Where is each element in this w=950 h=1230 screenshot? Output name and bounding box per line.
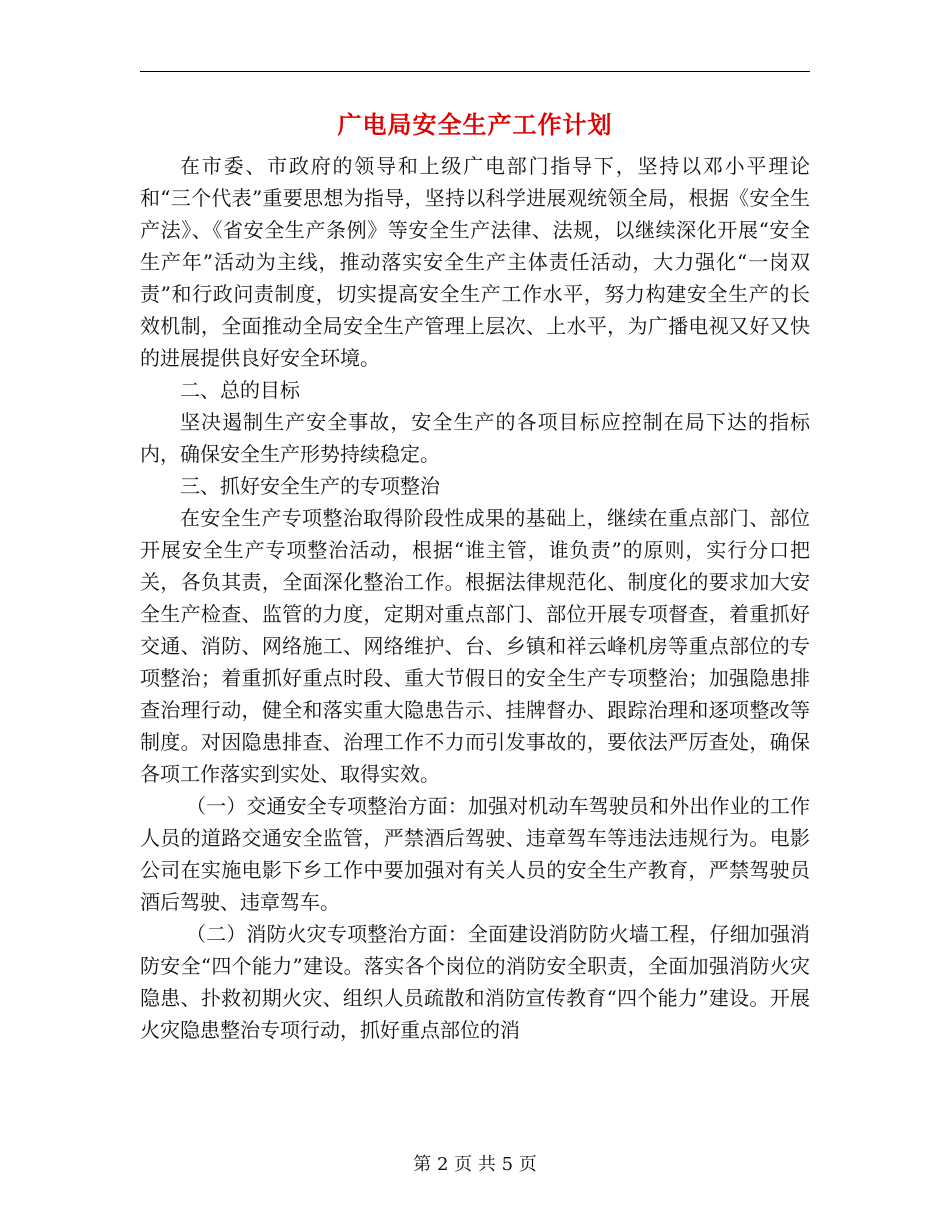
paragraph-fire-safety: （二）消防火灾专项整治方面：全面建设消防防火墙工程，仔细加强消防安全“四个能力”建设。落实各个岗位的消防安全职责，全面加强消防火灾隐患、扑救初期火灾、组织人员疏散和消防宣传教育“四个能力”建设。开展火灾隐患整治专项行动，抓好重点部位的消 [140, 922, 810, 1042]
document-title: 广电局安全生产工作计划 [337, 110, 613, 139]
header-rule [140, 71, 810, 72]
document-body [140, 150, 810, 1046]
paragraph-traffic-safety: （一）交通安全专项整治方面：加强对机动车驾驶员和外出作业的工作人员的道路交通安全监管，严禁酒后驾驶、违章驾车等违法违规行为。电影公司在实施电影下乡工作中要加强对有关人员的安全生产教育，严禁驾驶员酒后驾驶、违章驾车。 [140, 794, 810, 914]
page-number: 第 2 页 共 5 页 [413, 1154, 537, 1175]
paragraph-goal: 坚决遏制生产安全事故，安全生产的各项目标应控制在局下达的指标内，确保安全生产形势持续稳定。 [140, 410, 810, 466]
heading-overall-goal: 二、总的目标 [180, 378, 300, 402]
paragraph-intro: 在市委、市政府的领导和上级广电部门指导下，坚持以邓小平理论和“三个代表”重要思想为指导，坚持以科学进展观统领全局，根据《安全生产法》、《省安全生产条例》等安全生产法律、法规，以继续深化开展“安全生产年”活动为主线，推动落实安全生产主体责任活动，大力强化“一岗双责”和行政问责制度，切实提高安全生产工作水平，努力构建安全生产的长效机制，全面推动全局安全生产管理上层次、上水平，为广播电视又好又快的进展提供良好安全环境。 [140, 154, 810, 370]
paragraph-special-rectification: 在安全生产专项整治取得阶段性成果的基础上，继续在重点部门、部位开展安全生产专项整治活动，根据“谁主管，谁负责”的原则，实行分口把关，各负其责，全面深化整治工作。根据法律规范化、制度化的要求加大安全生产检查、监管的力度，定期对重点部门、部位开展专项督查，着重抓好交通、消防、网络施工、网络维护、台、乡镇和祥云峰机房等重点部位的专项整治；着重抓好重点时段、重大节假日的安全生产专项整治；加强隐患排查治理行动，健全和落实重大隐患告示、挂牌督办、跟踪治理和逐项整改等制度。对因隐患排查、治理工作不力而引发事故的，要依法严厉查处，确保各项工作落实到实处、取得实效。 [140, 506, 810, 786]
heading-special-rectification: 三、抓好安全生产的专项整治 [180, 474, 440, 498]
